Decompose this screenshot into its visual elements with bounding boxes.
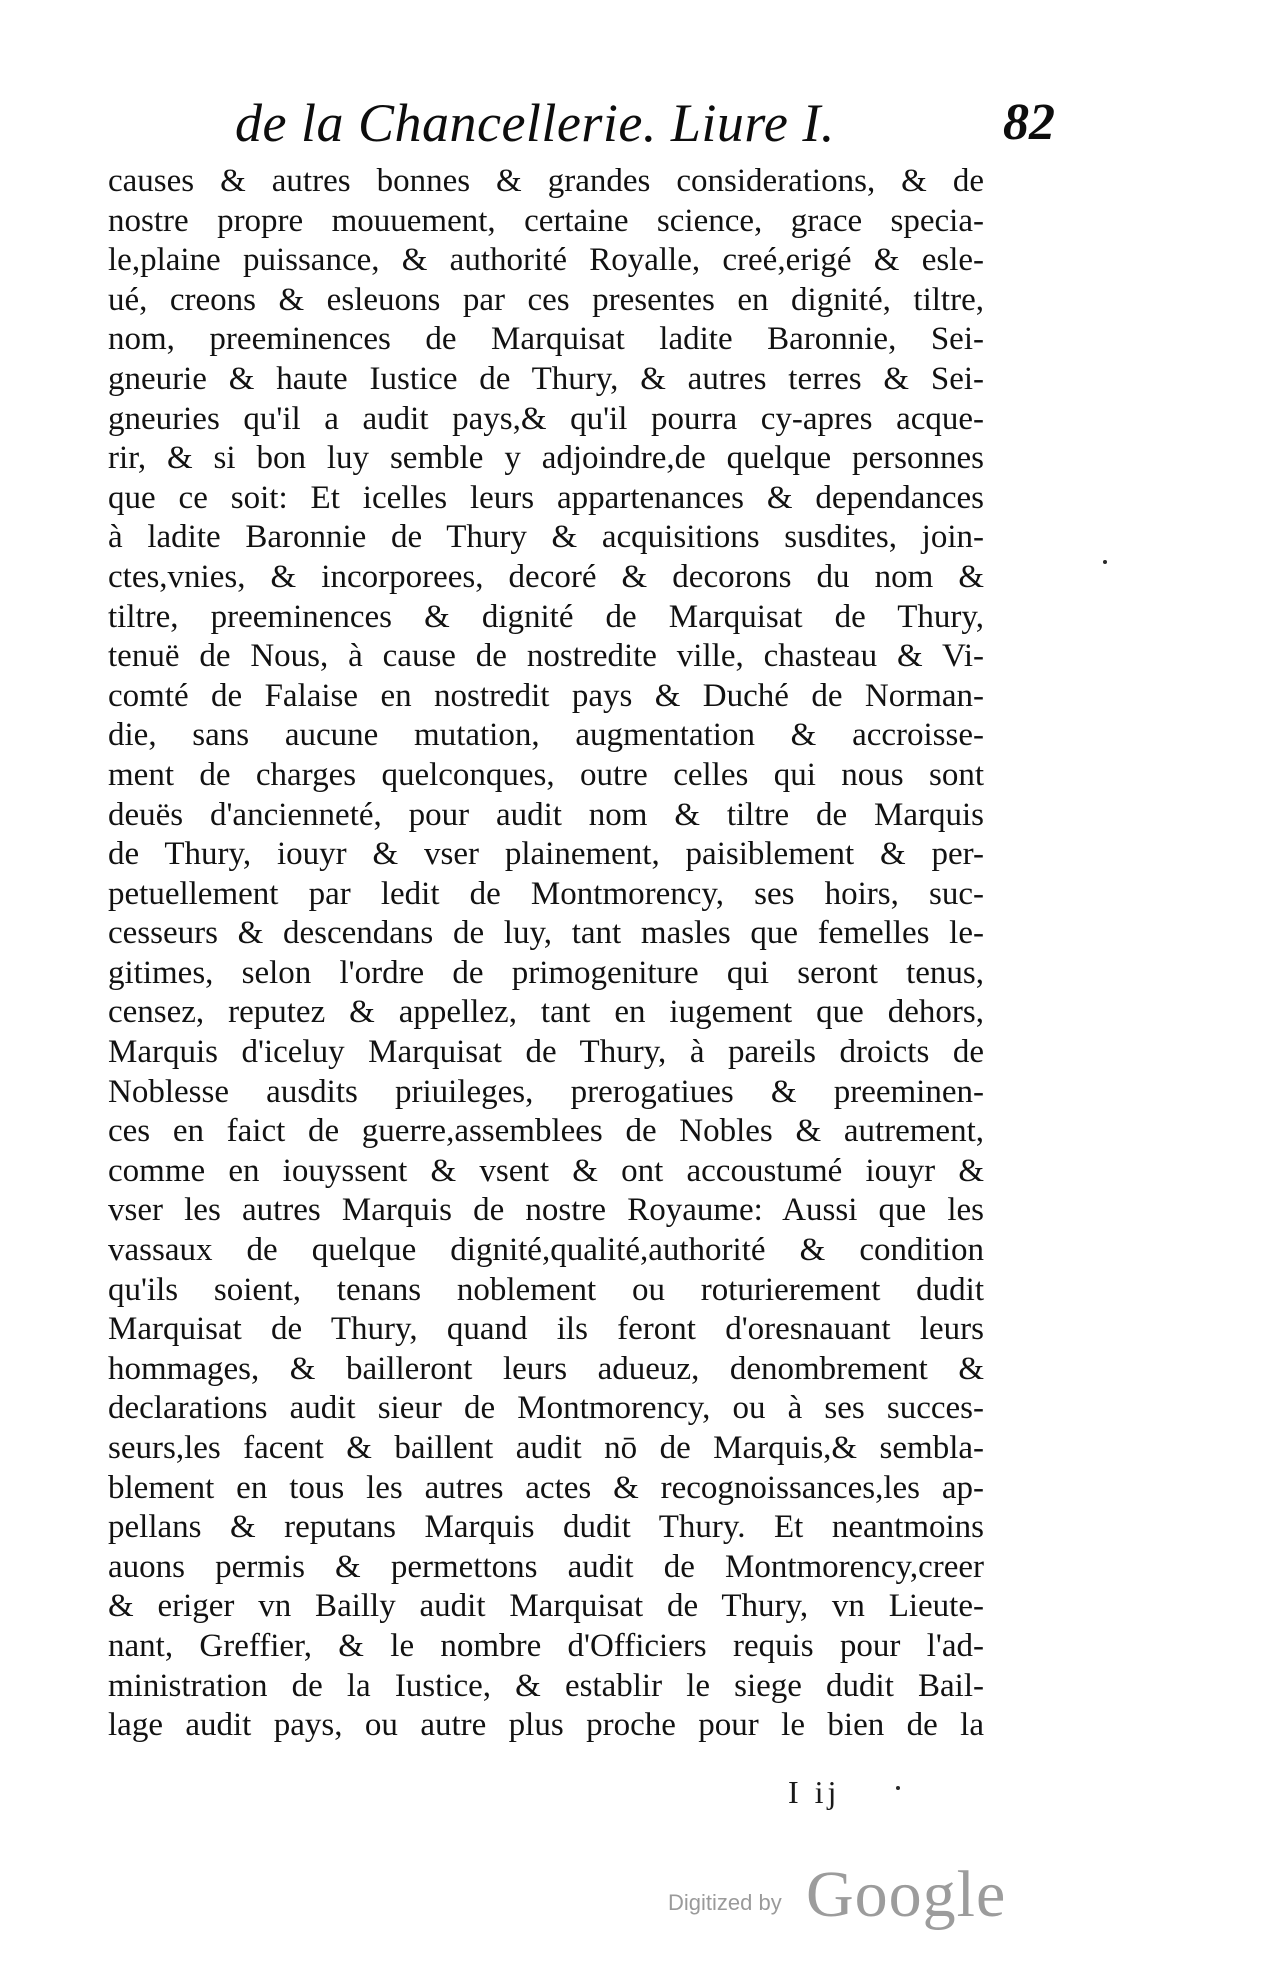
text-line: ment de charges quelconques, outre celles qui nous sont: [108, 756, 984, 793]
digitized-watermark: [668, 1850, 1008, 1930]
page-number: 82: [1003, 94, 1055, 151]
ink-speck: [896, 1786, 900, 1790]
text-line: petuellement par ledit de Montmorency, ses hoirs, suc-: [108, 875, 984, 912]
text-line: vser les autres Marquis de nostre Royaume: Aussi que les: [108, 1192, 984, 1229]
text-line: cesseurs & descendans de luy, tant masles que femelles le-: [108, 915, 984, 952]
text-line: gneuries qu'il a audit pays,& qu'il pourra cy-apres acque-: [108, 400, 984, 437]
text-line: à ladite Baronnie de Thury & acquisitions susdites, join-: [108, 519, 984, 556]
text-line: tiltre, preeminences & dignité de Marquisat de Thury,: [108, 598, 984, 635]
text-line: comté de Falaise en nostredit pays & Duché de Norman-: [108, 677, 984, 714]
ink-speck: [1103, 560, 1107, 564]
text-line: ué, creons & esleuons par ces presentes en dignité, tiltre,: [108, 281, 984, 318]
text-line: que ce soit: Et icelles leurs appartenances & dependances: [108, 479, 984, 516]
text-line: gneurie & haute Iustice de Thury, & autres terres & Sei-: [108, 360, 984, 397]
text-line: qu'ils soient, tenans noblement ou roturierement dudit: [108, 1271, 984, 1308]
text-line: ministration de la Iustice, & establir le siege dudit Bail-: [108, 1667, 984, 1704]
text-line: Marquisat de Thury, quand ils feront d'oresnauant leurs: [108, 1311, 984, 1348]
text-line: rir, & si bon luy semble y adjoindre,de quelque personnes: [108, 440, 984, 477]
text-line: declarations audit sieur de Montmorency, ou à ses succes-: [108, 1390, 984, 1427]
running-head: de la Chancellerie. Liure I.: [235, 93, 835, 153]
text-line: Marquis d'iceluy Marquisat de Thury, à pareils droicts de: [108, 1034, 984, 1071]
text-line: lage audit pays, ou autre plus proche pour le bien de la: [108, 1707, 984, 1744]
text-line: blement en tous les autres actes & recognoissances,les ap-: [108, 1469, 984, 1506]
text-line: pellans & reputans Marquis dudit Thury. Et neantmoins: [108, 1509, 984, 1546]
text-line: gitimes, selon l'ordre de primogeniture qui seront tenus,: [108, 954, 984, 991]
text-line: nant, Greffier, & le nombre d'Officiers requis pour l'ad-: [108, 1627, 984, 1664]
watermark-prefix: Digitized by: [668, 1890, 782, 1915]
text-line: de Thury, iouyr & vser plainement, paisiblement & per-: [108, 836, 984, 873]
text-line: & eriger vn Bailly audit Marquisat de Thury, vn Lieute-: [108, 1588, 984, 1625]
text-line: censez, reputez & appellez, tant en iugement que dehors,: [108, 994, 984, 1031]
watermark-logo: Google: [806, 1858, 1007, 1931]
text-line: deuës d'ancienneté, pour audit nom & tiltre de Marquis: [108, 796, 984, 833]
text-line: comme en iouyssent & vsent & ont accoustumé iouyr &: [108, 1152, 984, 1189]
text-line: Noblesse ausdits priuileges, prerogatiues & preeminen-: [108, 1073, 984, 1110]
text-line: ces en faict de guerre,assemblees de Nobles & autrement,: [108, 1113, 984, 1150]
text-line: die, sans aucune mutation, augmentation & accroisse-: [108, 717, 984, 754]
text-line: nom, preeminences de Marquisat ladite Baronnie, Sei-: [108, 321, 984, 358]
text-line: vassaux de quelque dignité,qualité,authorité & condition: [108, 1232, 984, 1269]
text-line: causes & autres bonnes & grandes considerations, & de: [108, 163, 984, 199]
signature-mark: I ij: [788, 1774, 841, 1810]
text-line: auons permis & permettons audit de Montmorency,creer: [108, 1548, 984, 1585]
text-line: ctes,vnies, & incorporees, decoré & decorons du nom &: [108, 558, 984, 595]
text-line: hommages, & bailleront leurs adueuz, denombrement &: [108, 1350, 984, 1387]
text-line: tenuë de Nous, à cause de nostredite ville, chasteau & Vi-: [108, 638, 984, 675]
page-header: [235, 88, 1055, 158]
text-line: le,plaine puissance, & authorité Royalle, creé,erigé & esle-: [108, 242, 984, 279]
text-line: seurs,les facent & baillent audit nō de Marquis,& sembla-: [108, 1430, 984, 1466]
body-text: [108, 162, 984, 1746]
text-line: nostre propre mouuement, certaine science, grace specia-: [108, 202, 984, 239]
